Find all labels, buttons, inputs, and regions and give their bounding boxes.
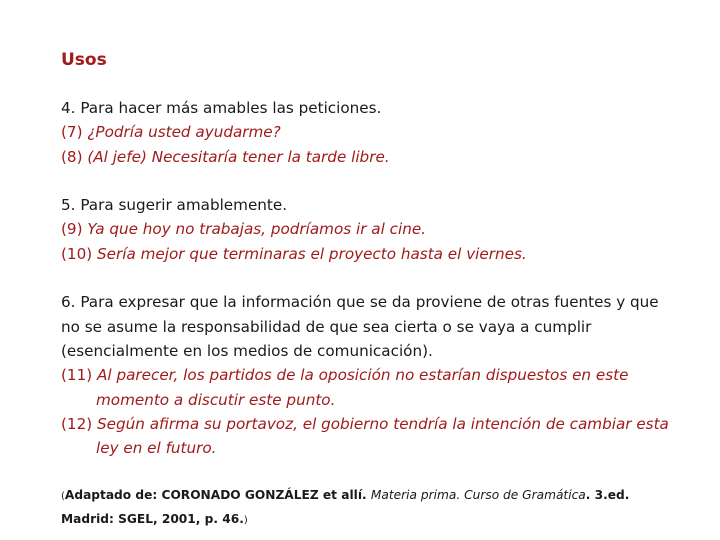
example-number: (12): [61, 414, 93, 433]
spacer: [61, 169, 681, 193]
example-number: (9): [61, 220, 83, 239]
example-item: [61, 217, 681, 241]
spacer: [61, 266, 681, 290]
example-number: (7): [61, 123, 83, 142]
example-item: [61, 120, 681, 144]
example-text: Al parecer, los partidos de la oposición no estarían dispuestos en este momento a discutir este punto.: [96, 366, 629, 409]
example-item: [61, 145, 681, 169]
citation-suffix: . 3.ed. Madrid: SGEL, 2001, p. 46.: [61, 488, 630, 526]
example-item: [61, 242, 681, 266]
section-heading: 4. Para hacer más amables las peticiones.: [61, 99, 382, 117]
example-text: Según afirma su portavoz, el gobierno tendría la intención de cambiar esta ley en el futuro.: [96, 414, 669, 458]
example-item: [61, 363, 681, 412]
example-text: Ya que hoy no trabajas, podríamos ir al cine.: [87, 220, 427, 239]
example-text: (Al jefe) Necesitaría tener la tarde libre.: [87, 147, 390, 166]
slide-content: [61, 96, 681, 460]
example-number: (8): [61, 147, 83, 166]
example-text: ¿Podría usted ayudarme?: [87, 123, 281, 142]
citation-open-paren: (: [61, 491, 65, 502]
section-heading: 5. Para sugerir amablemente.: [61, 196, 288, 215]
slide-title: Usos: [61, 50, 107, 70]
example-item: [61, 412, 681, 461]
citation-book-title: Materia prima. Curso de Gramática: [370, 488, 586, 502]
example-number: (10): [61, 244, 93, 263]
section-heading: 6. Para expresar que la información que se da proviene de otras fuentes y que no se asume la responsabilidad de que sea cierta o se vaya a cumplir (esencialmente en los medios de comunicación).: [61, 293, 659, 360]
source-citation: [61, 484, 681, 532]
citation-close-paren: ): [243, 515, 248, 526]
example-number: (11): [61, 366, 93, 385]
example-text: Sería mejor que terminaras el proyecto hasta el viernes.: [97, 244, 527, 263]
citation-prefix: Adaptado de: CORONADO GONZÁLEZ et allí.: [64, 488, 371, 502]
